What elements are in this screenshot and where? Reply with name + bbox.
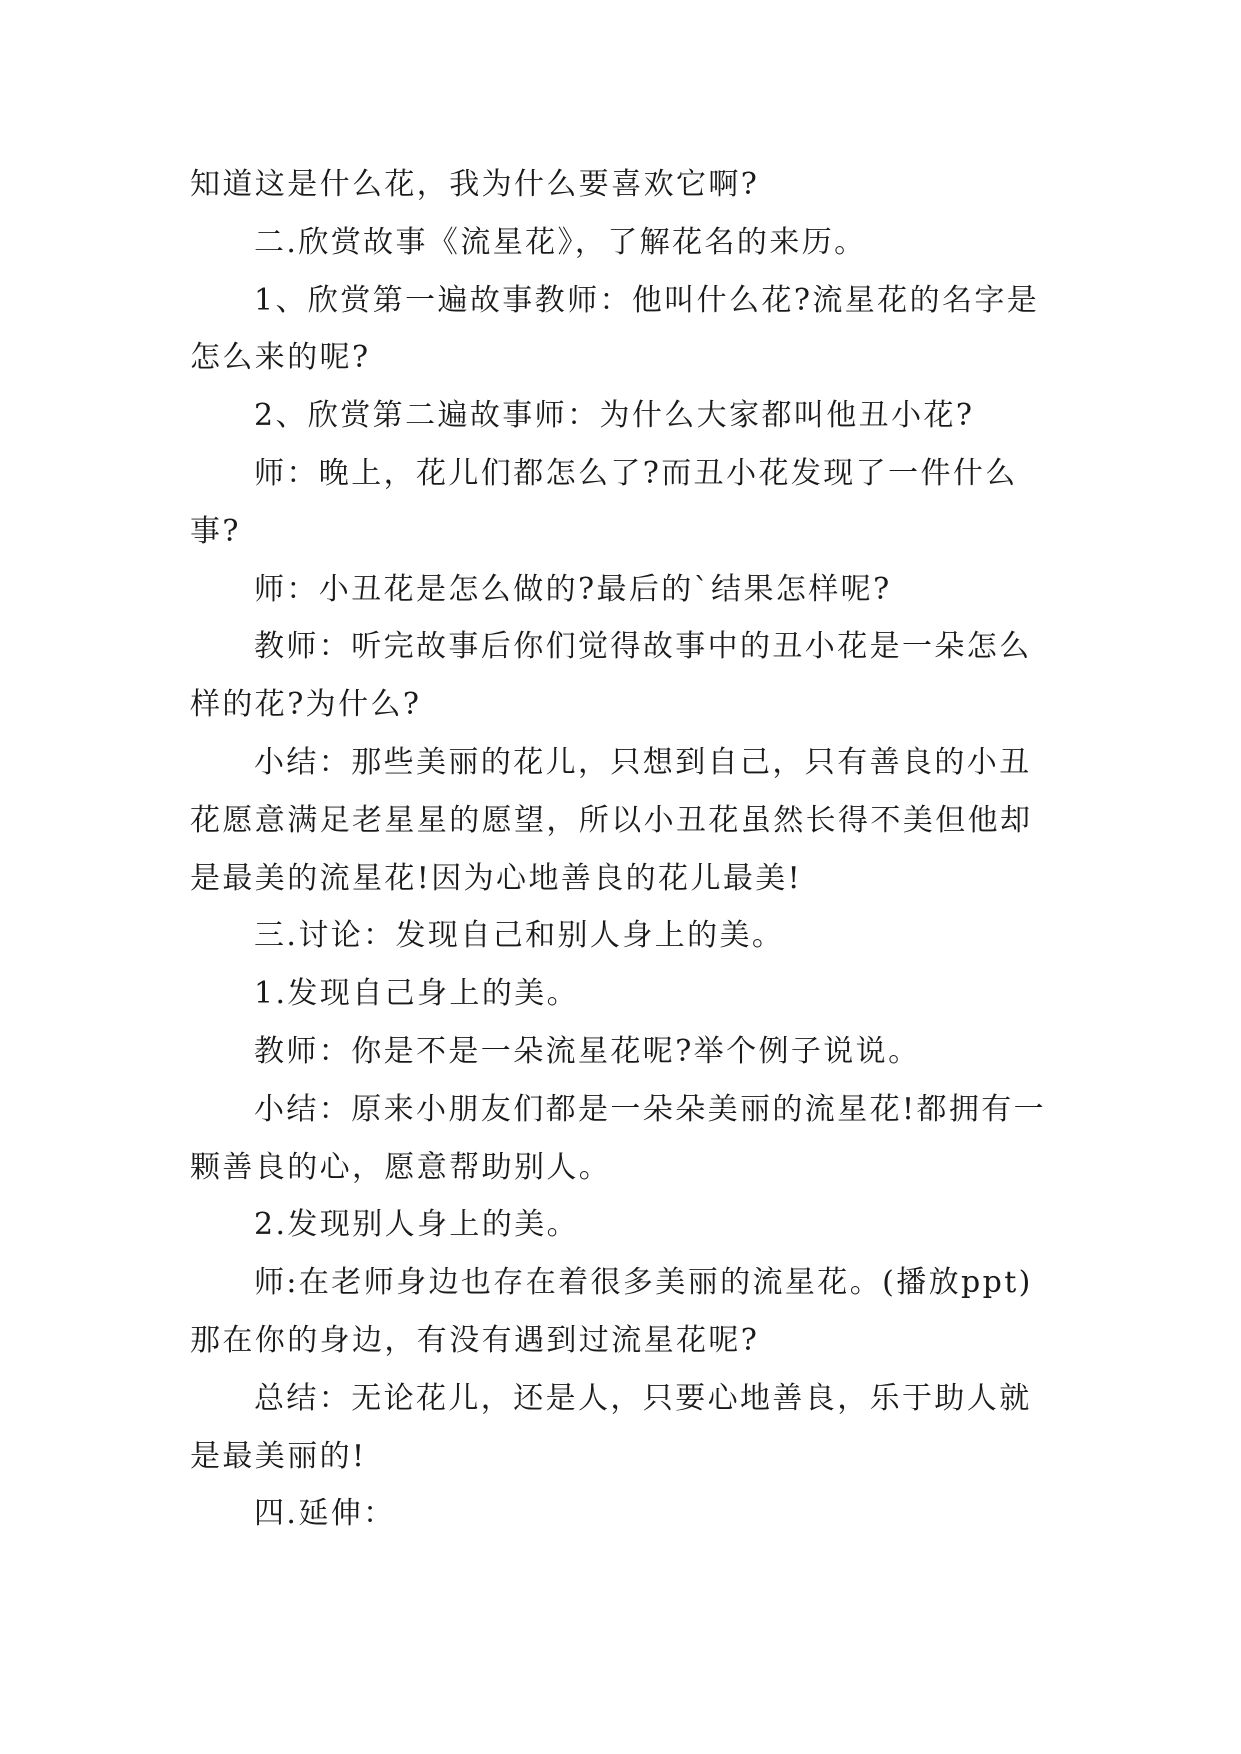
section-heading-3: 三.讨论：发现自己和别人身上的美。 <box>254 918 785 954</box>
paragraph-continuation: 知道这是什么花，我为什么要喜欢它啊? <box>190 167 760 202</box>
paragraph: 1、欣赏第一遍故事教师：他叫什么花?流星花的名字是怎么来的呢? <box>190 282 1040 376</box>
conclusion-paragraph: 总结：无论花儿，还是人，只要心地善良，乐于助人就是最美丽的! <box>190 1380 1032 1474</box>
paragraph: 2.发现别人身上的美。 <box>254 1207 580 1243</box>
section-heading-2: 二.欣赏故事《流星花》，了解花名的来历。 <box>254 224 867 260</box>
summary-paragraph: 小结：原来小朋友们都是一朵朵美丽的流星花!都拥有一颗善良的心，愿意帮助别人。 <box>190 1091 1047 1185</box>
section-heading-4: 四.延伸： <box>254 1496 396 1532</box>
paragraph: 教师：你是不是一朵流星花呢?举个例子说说。 <box>254 1033 921 1069</box>
summary-paragraph: 小结：那些美丽的花儿，只想到自己，只有善良的小丑花愿意满足老星星的愿望，所以小丑花虽然长得不美但他却是最美的流星花!因为心地善良的花儿最美! <box>190 744 1033 896</box>
paragraph: 师：小丑花是怎么做的?最后的`结果怎样呢? <box>254 571 892 607</box>
paragraph: 教师：听完故事后你们觉得故事中的丑小花是一朵怎么样的花?为什么? <box>190 629 1032 723</box>
paragraph: 1.发现自己身上的美。 <box>254 976 580 1012</box>
paragraph: 2、欣赏第二遍故事师：为什么大家都叫他丑小花? <box>254 398 975 434</box>
document-body <box>190 156 1050 1543</box>
paragraph: 师:在老师身边也存在着很多美丽的流星花。(播放ppt)那在你的身边，有没有遇到过流星花呢? <box>190 1265 1033 1358</box>
paragraph: 师：晚上，花儿们都怎么了?而丑小花发现了一件什么事? <box>190 455 1018 549</box>
